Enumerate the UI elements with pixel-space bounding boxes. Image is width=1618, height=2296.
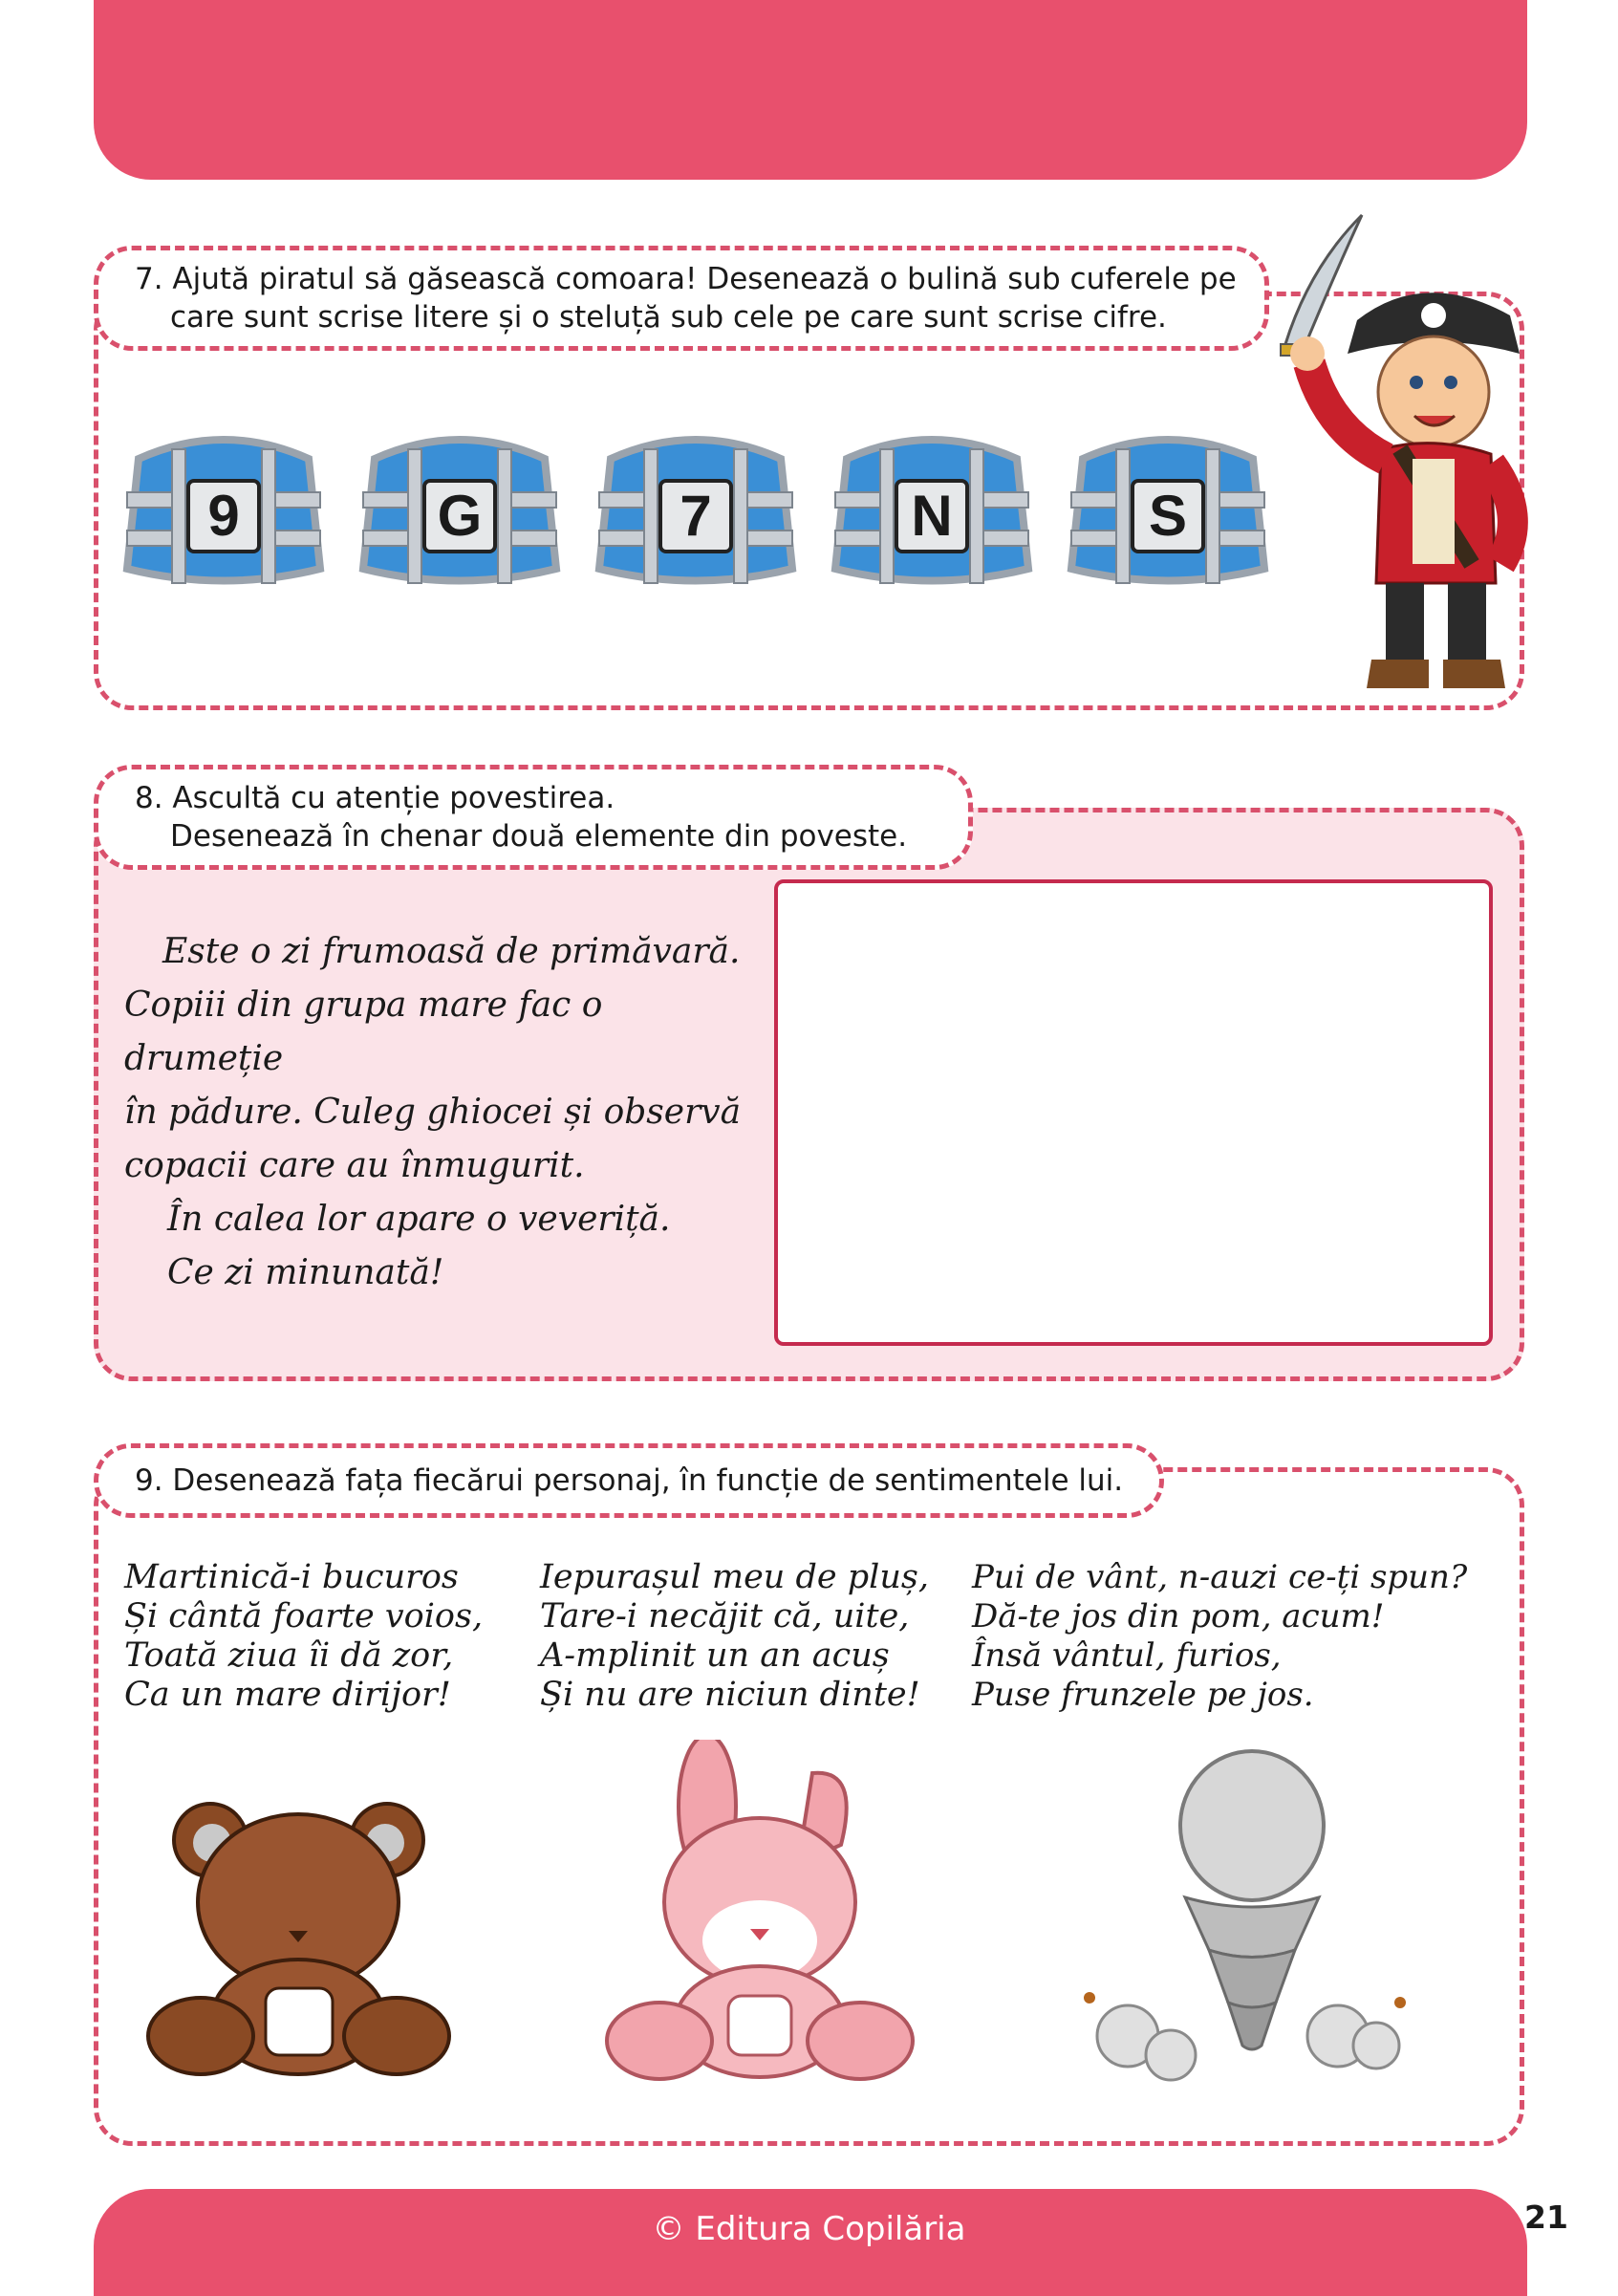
pirate-illustration [1242, 210, 1548, 717]
story-line: copacii care au înmugurit. [124, 1146, 585, 1185]
poem-line: Martinică-i bucuros [124, 1558, 459, 1596]
story-line: În calea lor apare o veveriță. [167, 1200, 671, 1239]
poem-line: Și cântă foarte voios, [124, 1597, 484, 1635]
poem-bear [124, 1558, 483, 1715]
exercise-7-instruction [94, 246, 1269, 351]
treasure-chest[interactable] [828, 425, 1036, 599]
copyright-text: © Editura Copilăria [652, 2210, 966, 2248]
poem-line: Dă-te jos din pom, acum! [972, 1597, 1385, 1635]
story-line: Ce zi minunată! [167, 1253, 444, 1292]
poem-line: A-mplinit un an acuș [540, 1636, 890, 1675]
poem-line: Iepurașul meu de pluș, [540, 1558, 929, 1596]
exercise-7-line-2: care sunt scrise litere și o steluță sub cele pe care sunt scrise cifre. [170, 300, 1167, 335]
poem-line: Și nu are niciun dinte! [540, 1676, 920, 1714]
treasure-chest[interactable] [592, 425, 800, 599]
whirlwind-illustration[interactable] [1061, 1749, 1424, 2093]
chest-label: 9 [207, 484, 240, 548]
poem-line: Ca un mare dirijor! [124, 1676, 451, 1714]
chest-label: G [437, 484, 483, 548]
poem-line: Tare-i necăjit că, uite, [540, 1597, 910, 1635]
chest-label: 7 [680, 484, 712, 548]
top-banner [94, 0, 1527, 180]
treasure-chest[interactable] [119, 425, 328, 599]
exercise-8-line-2: Desenează în chenar două elemente din poveste. [170, 819, 908, 854]
poem-line: Însă vântul, furios, [972, 1636, 1282, 1675]
poem-line: Pui de vânt, n-auzi ce-ți spun? [972, 1558, 1468, 1596]
chest-label: S [1148, 484, 1188, 548]
story-line: Este o zi frumoasă de primăvară. [162, 932, 741, 971]
exercise-7-line-1: 7. Ajută piratul să găsească comoara! Desenează o bulină sub cuferele pe [135, 262, 1237, 296]
story-line: în pădure. Culeg ghiocei și observă [124, 1093, 742, 1132]
poem-bunny [540, 1558, 929, 1715]
exercise-8-line-1: 8. Ascultă cu atenție povestirea. [135, 781, 615, 815]
story-text [124, 925, 755, 1300]
teddy-bear-illustration[interactable] [143, 1797, 459, 2093]
chest-label: N [911, 484, 953, 548]
exercise-9-instruction [94, 1443, 1164, 1518]
exercise-9-line-1: 9. Desenează fața fiecărui personaj, în funcție de sentimentele lui. [135, 1463, 1124, 1498]
drawing-box[interactable] [774, 879, 1493, 1346]
treasure-chest[interactable] [356, 425, 564, 599]
page-number: 21 [1524, 2199, 1568, 2236]
poem-line: Toată ziua îi dă zor, [124, 1636, 454, 1675]
exercise-8-instruction [94, 765, 973, 870]
poem-line: Puse frunzele pe jos. [972, 1676, 1314, 1714]
bunny-illustration[interactable] [602, 1740, 917, 2093]
treasure-chest[interactable] [1064, 425, 1272, 599]
story-line: Copiii din grupa mare fac o drumeție [124, 986, 603, 1078]
poem-wind [972, 1558, 1467, 1715]
